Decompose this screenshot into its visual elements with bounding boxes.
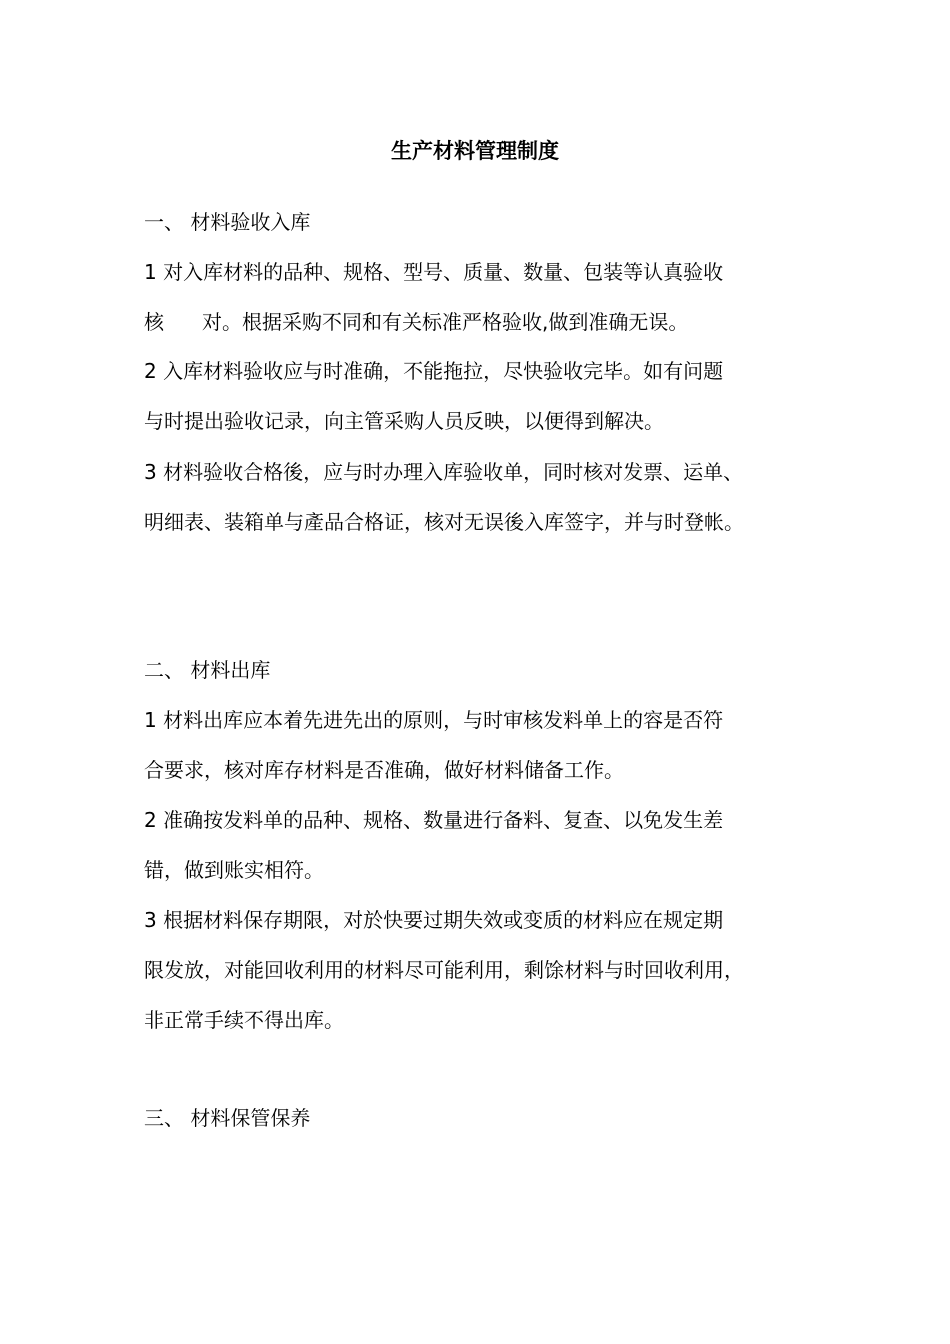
paragraph-line: 与时提出验收记录，向主管采购人员反映，以便得到解决。 xyxy=(144,409,664,433)
paragraph-line: 3 材料验收合格後，应与时办理入库验收单，同时核对发票、运单、 xyxy=(144,460,744,484)
section-heading-storage: 三、 材料保管保养 xyxy=(144,1106,311,1130)
document-title: 生产材料管理制度 xyxy=(391,139,559,163)
paragraph-line: 非正常手续不得出库。 xyxy=(144,1008,344,1032)
paragraph-line: 2 入库材料验收应与时准确，不能拖拉，尽快验收完毕。如有问题 xyxy=(144,359,724,383)
paragraph-line: 1 对入库材料的品种、规格、型号、质量、数量、包装等认真验收 xyxy=(144,260,724,284)
paragraph-line: 3 根据材料保存期限，对於快要过期失效或变质的材料应在规定期 xyxy=(144,908,724,932)
paragraph-line: 合要求，核对库存材料是否准确，做好材料储备工作。 xyxy=(144,758,624,782)
section-heading-receiving: 一、 材料验收入库 xyxy=(144,210,311,234)
paragraph-line xyxy=(144,308,824,336)
paragraph-line: 限发放，对能回收利用的材料尽可能利用，剩馀材料与时回收利用， xyxy=(144,958,744,982)
paragraph-line: 明细表、装箱单与產品合格证，核对无误後入库签字，并与时登帐。 xyxy=(144,510,744,534)
paragraph-line: 2 准确按发料单的品种、规格、数量进行备料、复查、以免发生差 xyxy=(144,808,724,832)
paragraph-line: 错，做到账实相符。 xyxy=(144,858,324,882)
section-heading-outbound: 二、 材料出库 xyxy=(144,658,271,682)
paragraph-fragment: 对。根据采购不同和有关标准严格验收,做到准确无误。 xyxy=(202,310,689,334)
paragraph-line: 1 材料出库应本着先进先出的原则，与时审核发料单上的容是否符 xyxy=(144,708,724,732)
paragraph-fragment: 核 xyxy=(144,310,164,334)
